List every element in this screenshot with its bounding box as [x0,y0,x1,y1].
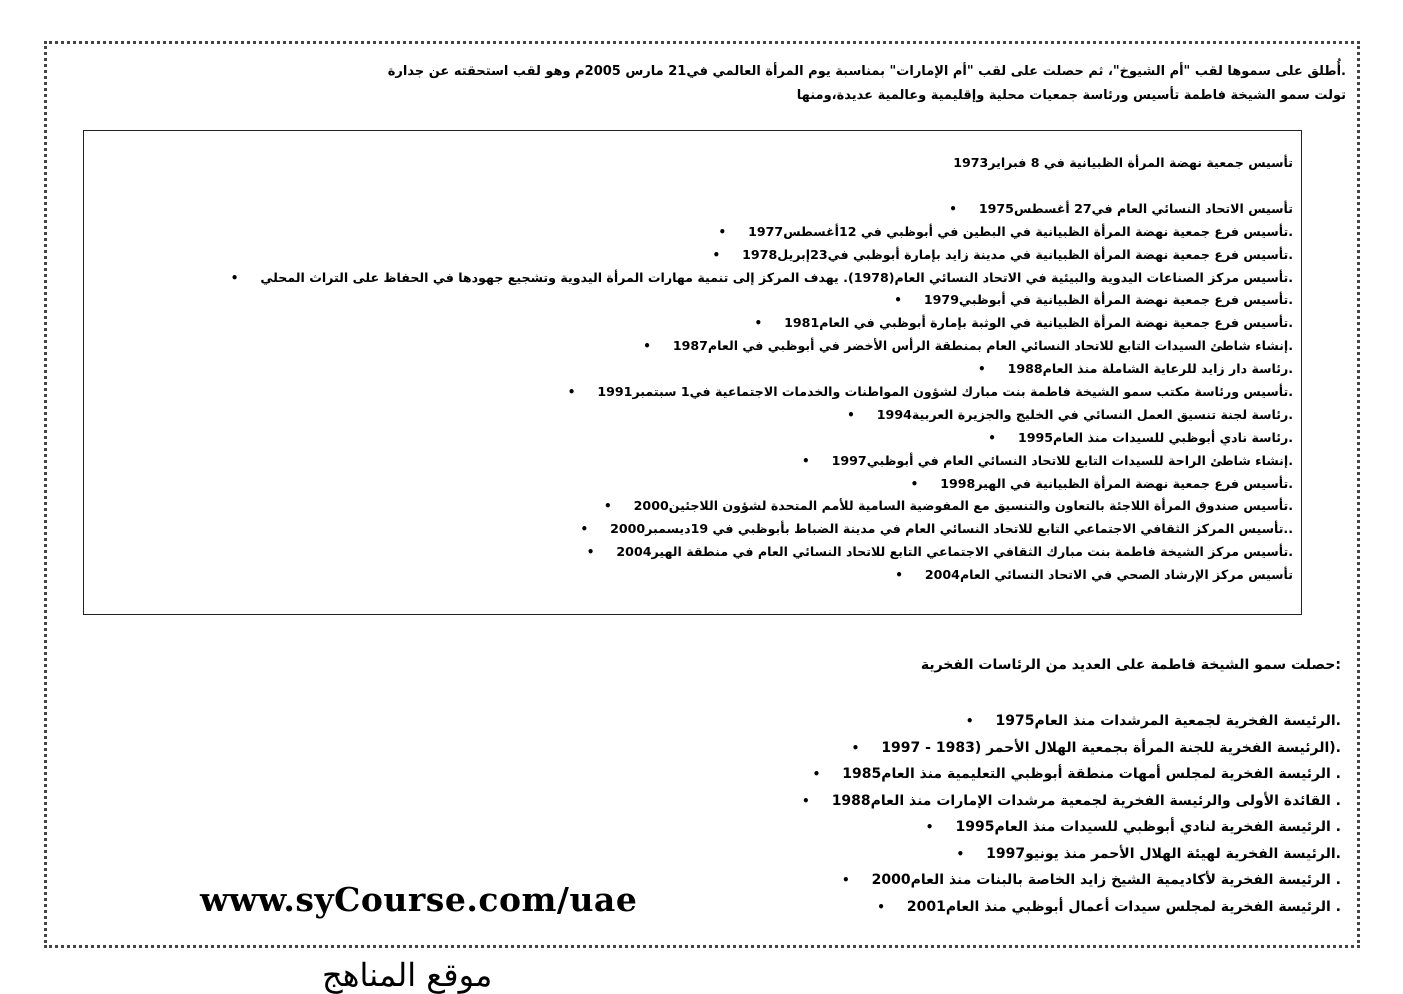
foundation-item-text: .تأسيس فرع جمعية نهضة المرأة الظبيانية في البطين في أبوظبي في 12أغسطس1977 [748,223,1293,239]
foundation-item [143,404,1293,427]
foundation-item-text: .تأسيس فرع جمعية نهضة المرأة الظبيانية في أبوظبي1979 [923,292,1293,308]
honor-item-text: .الرئيسة الفخرية لهيئة الهلال الأحمر منذ يونيو1997 [986,845,1341,862]
foundation-item-text: تأسيس الاتحاد النسائي العام في27 أغسطس1975 [978,200,1293,216]
foundation-item [143,198,1293,221]
foundation-item [143,267,1293,290]
foundation-item [143,244,1293,267]
foundation-item-text: .رئاسة لجنة تنسيق العمل النسائي في الخليج والجزيرة العربية1994 [876,406,1293,422]
bullet-icon: • [956,846,965,861]
honor-item [641,708,1341,735]
bullet-icon: • [802,793,810,808]
honor-item [641,761,1341,788]
honors-heading: :حصلت سمو الشيخة فاطمة على العديد من الرئاسات الفخرية [920,657,1341,673]
honor-item-text: .الرئيسة الفخرية لجمعية المرشدات منذ العام1975 [995,713,1341,729]
foundation-item [143,450,1293,473]
intro-line-1: .أُطلق على سموها لقب "أم الشيوخ"، ثم حصلت على لقب "أم الإمارات" بمناسبة يوم المرأة العالمي في21 مارس 2005م وهو لقب استحقته عن جدارة [387,64,1346,79]
honor-item [641,867,1341,894]
bullet-icon: • [754,316,763,331]
bullet-icon: • [643,339,651,354]
foundation-item-text: .رئاسة نادي أبوظبي للسيدات منذ العام1995 [1017,429,1293,445]
foundation-item-text: .إنشاء شاطئ السيدات التابع للاتحاد النسائي العام بمنطقة الرأس الأخضر في أبوظبي في العام1987 [672,338,1293,354]
bullet-icon: • [949,201,957,216]
site-name-logo: موقع المناهج [322,956,493,994]
bullet-icon: • [712,247,721,262]
bullet-icon: • [877,899,885,914]
site-url[interactable]: www.syCourse.com/uae [200,880,638,919]
bullet-icon: • [801,453,810,468]
bullet-icon: • [925,820,934,834]
foundations-title: تأسيس جمعية نهضة المرأة الظبيانية في 8 فبراير1973 [953,155,1293,170]
foundation-item-text: .تأسيس مركز الصناعات اليدوية والبيئية في الاتحاد النسائي العام(1978). يهدف المركز إلى تنمية مهارات المرأة اليدوية وتشجيع جهودها في الحفاظ على التراث المحلي [260,269,1293,285]
bullet-icon: • [580,522,589,537]
honor-item [641,788,1341,815]
bullet-icon: • [895,568,903,583]
bullet-icon: • [851,740,860,755]
foundation-item [143,495,1293,518]
honor-item-text: . الرئيسة الفخرية لنادي أبوظبي للسيدات منذ العام1995 [955,819,1341,835]
honor-item-text: . الرئيسة الفخرية لأكاديمية الشيخ زايد الخاصة بالبنات منذ العام2000 [871,872,1341,888]
foundations-list [143,152,1293,587]
honor-item [641,841,1341,868]
bullet-icon: • [230,270,239,285]
foundation-item-text: .رئاسة دار زايد للرعاية الشاملة منذ العام1988 [1007,361,1293,377]
foundation-item [143,564,1293,587]
bullet-icon: • [910,476,919,491]
foundation-item-text: .تأسيس صندوق المرأة اللاجئة بالتعاون والتنسيق مع المفوضية السامية للأمم المتحدة لشؤون اللاجئين2000 [633,498,1293,514]
bullet-icon: • [977,362,986,377]
foundation-item [143,335,1293,358]
foundation-item [143,312,1293,335]
foundation-item-text: .تأسيس فرع جمعية نهضة المرأة الظبيانية في الوثبة بإمارة أبوظبي في العام1981 [784,315,1293,331]
foundation-item-text: تأسيس مركز الإرشاد الصحي في الاتحاد النسائي العام2004 [924,567,1293,583]
foundation-item [143,427,1293,450]
foundation-item-text: .تأسيس فرع جمعية نهضة المرأة الظبيانية في مدينة زايد بإمارة أبوظبي في23إبريل1978 [742,246,1293,262]
honors-list [641,708,1341,920]
honor-item [641,814,1341,841]
bullet-icon: • [567,385,576,400]
foundation-item-text: .تأسيس فرع جمعية نهضة المرأة الظبيانية في الهير1998 [940,475,1293,491]
bullet-icon: • [988,430,996,445]
bullet-icon: • [604,499,612,514]
bullet-icon: • [894,293,902,308]
honor-item [641,735,1341,762]
bullet-icon: • [965,714,974,728]
honor-item-text: . الرئيسة الفخرية لمجلس أمهات منطقة أبوظبي التعليمية منذ العام1985 [842,766,1341,782]
foundation-item [143,518,1293,541]
honor-item-text: . الرئيسة الفخرية لمجلس سيدات أعمال أبوظبي منذ العام2001 [906,898,1341,915]
foundation-item [143,221,1293,244]
honor-item [641,894,1341,921]
bullet-icon: • [586,545,595,560]
foundation-item [143,381,1293,404]
foundation-item [143,473,1293,496]
foundation-item-text: .تأسيس ورئاسة مكتب سمو الشيخة فاطمة بنت مبارك لشؤون المواطنات والخدمات الاجتماعية في1 سبتمبر1991 [597,384,1293,400]
foundation-item-text: .إنشاء شاطئ الراحة للسيدات التابع للاتحاد النسائي العام في أبوظبي1997 [831,452,1293,468]
honor-item-text: .(الرئيسة الفخرية للجنة المرأة بجمعية الهلال الأحمر (1983 - 1997 [881,739,1341,756]
bullet-icon: • [847,407,855,422]
bullet-icon: • [718,224,727,239]
foundation-item-text: .تأسيس مركز الشيخة فاطمة بنت مبارك الثقافي الاجتماعي التابع للاتحاد النسائي العام في منطقة الهير2004 [616,544,1293,560]
foundation-item [143,289,1293,312]
honor-item-text: . القائدة الأولى والرئيسة الفخرية لجمعية مرشدات الإمارات منذ العام1988 [831,792,1341,809]
foundation-item [143,541,1293,564]
intro-line-2: تولت سمو الشيخة فاطمة تأسيس ورئاسة جمعيات محلية وإقليمية وعالمية عديدة،ومنها [796,88,1346,103]
foundation-item-text: ..تأسيس المركز الثقافي الاجتماعي التابع للاتحاد النسائي العام في مدينة الضباط بأبوظبي في 19ديسمبر2000 [610,521,1293,537]
foundation-item [143,358,1293,381]
bullet-icon: • [841,873,850,887]
bullet-icon: • [812,767,821,781]
